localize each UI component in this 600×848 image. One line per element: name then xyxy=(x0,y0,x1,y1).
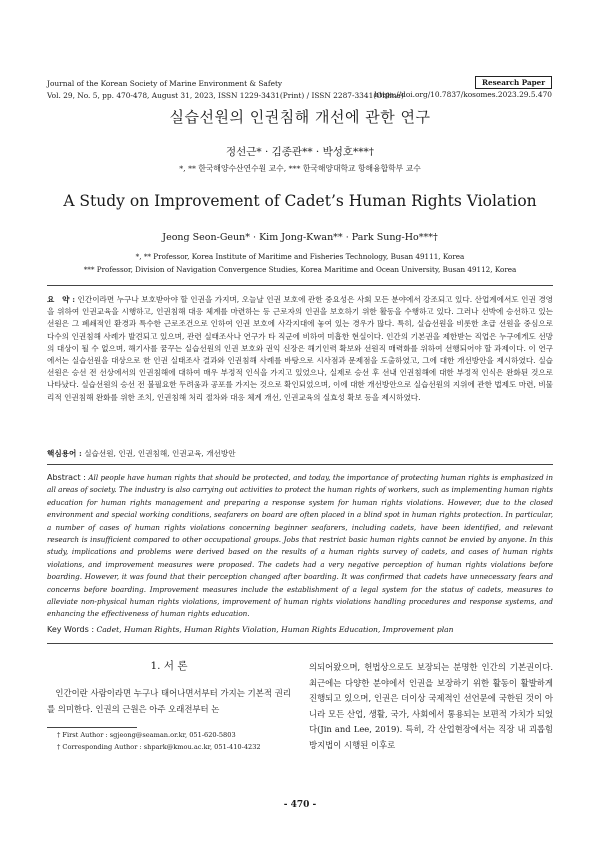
korean-abstract-label: 요 약 : xyxy=(47,295,76,304)
journal-name: Journal of the Korean Society of Marine Environment & Safety xyxy=(47,79,283,88)
doi-link[interactable]: https://doi.org/10.7837/kosomes.2023.29.5.470 xyxy=(374,90,552,99)
english-affiliation-1: *, ** Professor, Korea Institute of Maritime and Fisheries Technology, Busan 49111, Korea xyxy=(135,252,465,261)
korean-abstract-text: 인간이라면 누구나 보호받아야 할 인권을 가지며, 오늘날 인권 보호에 관한 중요성은 사회 모든 분야에서 강조되고 있다. 산업계에서도 인권 경영을 위하여 인권교육을 시행하고, 인권침해 대응 체계를 마련하는 등 근로자의 인권을 보호하기 위한 활동을 수행하고 있다. 그러나 선박에 승선하고 있는 선원은 그 폐쇄적인 환경과 특수한 근로조건으로 인하여 인권 보호에 사각지대에 놓여 있는 경우가 많다. 특히, 실습선원을 비롯한 초급 선원을 중심으로 다수의 인권침해 사례가 발견되고 있으며, 관련 실태조사나 연구가 타 직군에 비하여 미흡한 현실이다. 인간의 기본권을 제한받는 직업은 누구에게도 선망의 대상이 될 수 없으며, 해기사를 꿈꾸는 실습선원의 인권 보호와 권익 신장은 해기인력 확보와 선원직 매력화를 위하여 선행되어야 할 과제이다. 이 연구에서는 실습선원을 대상으로 한 인권 실태조사 결과와 인권침해 사례를 바탕으로 시사점과 문제점을 도출하였고, 그에 대한 개선방안을 제시하였다. 실습선원은 승선 전 선상에서의 인권침해에 대하여 매우 부정적 인식을 가지고 있었으나, 실제로 승선 후 선내 인권침해에 대한 부정적 인식은 완화된 것으로 나타났다. 실습선원의 승선 전 불필요한 두려움과 공포를 가지는 것으로 확인되었으며, 이에 대한 개선방안으로 실습선원의 지위에 관한 법제도 마련, 비물리적 인권침해 완화를 위한 조치, 인권침해 처리 절차와 대응 체계 개선, 인권교육의 실효성 확보 등을 제시하였다. xyxy=(47,295,554,402)
journal-volume: Vol. 29, No. 5, pp. 470-478, August 31, 2023, ISSN 1229-3431(Print) / ISSN 2287-3341(Online) xyxy=(47,91,404,100)
footnote-corresponding-author: † Corresponding Author : shpark@kmou.ac.kr, 051-410-4232 xyxy=(57,743,261,751)
body-column-right: 의되어왔으며, 헌법상으로도 보장되는 분명한 인간의 기본권이다. 최근에는 다양한 분야에서 인권을 보장하기 위한 활동이 활발하게 진행되고 있으며, 인권은 더이상 국제적인 선언문에 국한된 것이 아니라 모든 산업, 생활, 국가, 사회에서 통용되는 보편적 가치가 되었다(Jin and Lee, 2019). 특히, 각 산업현장에서는 직장 내 괴롭힘 방지법이 시행된 이후로 xyxy=(309,662,553,750)
english-abstract-text: All people have human rights that should be protected, and today, the importance of protecting human rights is emphasized in all areas of society. The industry is also carrying out activities to protect the human rights of workers, such as implementing human rights education for human rights management and preparing a response system for human rights violations. However, due to the closed environment and special working conditions, seafarers on board are often placed in a blind spot in human rights protection. In particular, a number of cases of human rights violations concerning beginner seafarers, including cadets, have been identified, and relevant research is insufficient compared to other occupational groups. Jobs that restrict basic human rights cannot be envied by anyone. In this study, implications and problems were derived based on the results of a human rights survey of cadets, and cases of human rights violations, and improvement measures were proposed. The cadets had a very negative perception of human rights violations before boarding. However, it was found that their perception changed after boarding. It was confirmed that cadets have unnecessary fears and concerns before boarding. Improvement measures include the establishment of a legal system for the status of cadets, measures to alleviate non-physical human rights violations, improvement of human rights violations handling procedures and response systems, and enhancing the effectiveness of human rights education. xyxy=(47,473,553,619)
english-authors: Jeong Seon-Geun* · Kim Jong-Kwan** · Park Sung-Ho***† xyxy=(162,232,438,243)
english-abstract-label: Abstract : xyxy=(47,473,86,482)
english-keywords-text: Cadet, Human Rights, Human Rights Violation, Human Rights Education, Improvement plan xyxy=(96,625,454,634)
korean-authors: 정선근* · 김종관** · 박성호***† xyxy=(225,146,375,158)
body-column-left: 인간이란 사람이라면 누구나 태어나면서부터 가지는 기본적 권리를 의미한다. 인권의 근원은 아주 오래전부터 논 xyxy=(47,688,291,714)
english-title: A Study on Improvement of Cadet’s Human Rights Violation xyxy=(63,192,537,210)
footnote-first-author: † First Author : sgjeong@seaman.or.kr, 051-620-5803 xyxy=(57,731,236,739)
korean-title: 실습선원의 인권침해 개선에 관한 연구 xyxy=(169,108,431,126)
korean-abstract xyxy=(47,294,553,404)
journal-info xyxy=(47,78,404,102)
divider xyxy=(47,285,553,286)
english-abstract xyxy=(47,472,553,621)
divider xyxy=(47,464,553,465)
divider xyxy=(47,643,553,644)
section-heading: 1. 서 론 xyxy=(150,660,188,672)
footnote-divider xyxy=(47,727,137,728)
article-type-badge: Research Paper xyxy=(475,76,552,89)
korean-keywords-text: 실습선원, 인권, 인권침해, 인권교육, 개선방안 xyxy=(84,449,236,458)
english-keywords-label: Key Words : xyxy=(47,625,95,634)
page-number: - 470 - xyxy=(283,800,317,810)
english-affiliation-2: *** Professor, Division of Navigation Convergence Studies, Korea Maritime and Ocean University, Busan 49112, Korea xyxy=(83,265,517,274)
english-keywords xyxy=(47,625,553,634)
korean-affiliation: *, ** 한국해양수산연수원 교수, *** 한국해양대학교 항해융합학부 교수 xyxy=(179,164,421,173)
korean-keywords-label: 핵심용어 : xyxy=(47,449,82,458)
korean-keywords xyxy=(47,448,553,459)
